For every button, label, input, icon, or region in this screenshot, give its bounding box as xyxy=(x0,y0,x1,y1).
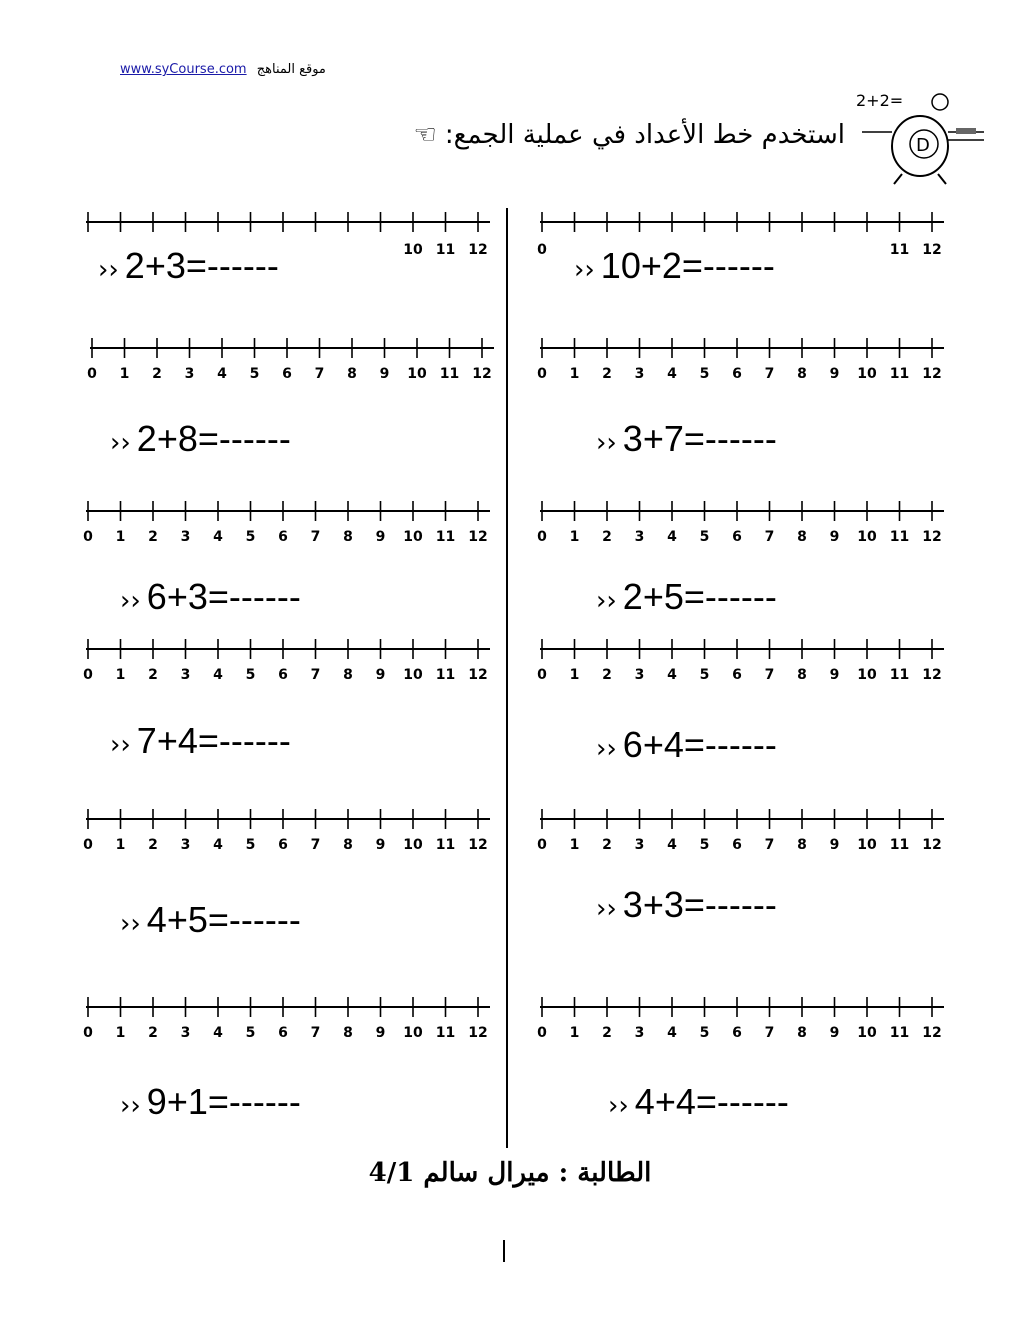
tick-label-9: 9 xyxy=(375,529,386,545)
tick-label-1: 1 xyxy=(115,529,126,545)
tick-label-2: 2 xyxy=(602,366,612,382)
tick-label-0: 0 xyxy=(537,366,547,382)
tick-label-8: 8 xyxy=(797,667,807,683)
tick-label-7: 7 xyxy=(764,529,775,545)
tick-label-12: 12 xyxy=(468,1025,488,1041)
tick-label-12: 12 xyxy=(468,667,488,683)
tick-label-5: 5 xyxy=(245,667,256,683)
tick-label-10: 10 xyxy=(857,1025,877,1041)
tick-label-4: 4 xyxy=(213,1025,223,1041)
tick-label-8: 8 xyxy=(343,667,353,683)
tick-label-3: 3 xyxy=(184,366,195,382)
tick-label-3: 3 xyxy=(180,1025,191,1041)
tick-label-3: 3 xyxy=(634,837,645,853)
tick-label-10: 10 xyxy=(403,667,423,683)
tick-label-2: 2 xyxy=(602,667,612,683)
exercise-left-1: ›› 2+3=------ xyxy=(98,245,279,286)
tick-label-9: 9 xyxy=(829,366,840,382)
number-line-left-3 xyxy=(83,497,506,545)
tick-label-9: 9 xyxy=(375,837,386,853)
instruction-text: استخدم خط الأعداد في عملية الجمع: xyxy=(444,120,845,150)
tick-label-10: 10 xyxy=(403,1025,423,1041)
tick-label-10: 10 xyxy=(407,366,427,382)
tick-label-3: 3 xyxy=(180,837,191,853)
tick-label-11: 11 xyxy=(889,1025,910,1041)
tick-label-7: 7 xyxy=(314,366,325,382)
exercise-left-3: ›› 6+3=------ xyxy=(120,576,301,617)
tick-label-11: 11 xyxy=(435,667,456,683)
number-line-left-4 xyxy=(83,635,506,683)
exercise-right-4: ›› 6+4=------ xyxy=(596,724,777,765)
tick-label-11: 11 xyxy=(435,242,456,258)
tick-label-4: 4 xyxy=(667,667,677,683)
tick-label-7: 7 xyxy=(310,1025,321,1041)
tick-label-2: 2 xyxy=(148,667,158,683)
tick-label-6: 6 xyxy=(732,667,742,683)
tick-label-7: 7 xyxy=(764,366,775,382)
number-line-left-2 xyxy=(87,334,510,382)
number-line-right-6 xyxy=(537,993,960,1041)
tick-label-1: 1 xyxy=(569,366,580,382)
tick-label-7: 7 xyxy=(764,837,775,853)
tick-label-11: 11 xyxy=(435,529,456,545)
tick-label-2: 2 xyxy=(148,529,158,545)
tick-label-2: 2 xyxy=(148,837,158,853)
tick-label-12: 12 xyxy=(922,529,942,545)
tick-label-12: 12 xyxy=(468,837,488,853)
tick-label-3: 3 xyxy=(634,1025,645,1041)
number-line-right-5 xyxy=(537,805,960,853)
tick-label-4: 4 xyxy=(667,1025,677,1041)
tick-label-5: 5 xyxy=(699,366,710,382)
tick-label-6: 6 xyxy=(732,837,742,853)
number-line-right-6-svg xyxy=(537,993,960,1041)
tick-label-8: 8 xyxy=(797,1025,807,1041)
tick-label-11: 11 xyxy=(435,837,456,853)
tick-label-0: 0 xyxy=(537,529,547,545)
tick-label-1: 1 xyxy=(569,667,580,683)
tick-label-6: 6 xyxy=(282,366,292,382)
number-line-right-3 xyxy=(537,497,960,545)
exercise-left-5: ›› 4+5=------ xyxy=(120,899,301,940)
tick-label-1: 1 xyxy=(115,1025,126,1041)
number-line-left-3-svg xyxy=(83,497,506,545)
tick-label-2: 2 xyxy=(602,837,612,853)
number-line-left-5-svg xyxy=(83,805,506,853)
tick-label-8: 8 xyxy=(797,366,807,382)
tick-label-11: 11 xyxy=(889,529,910,545)
tick-label-6: 6 xyxy=(278,837,288,853)
number-line-left-6 xyxy=(83,993,506,1041)
tick-label-3: 3 xyxy=(634,667,645,683)
tick-label-5: 5 xyxy=(245,1025,256,1041)
tick-label-5: 5 xyxy=(245,529,256,545)
tick-label-0: 0 xyxy=(537,242,547,258)
tick-label-6: 6 xyxy=(732,1025,742,1041)
tick-label-2: 2 xyxy=(602,1025,612,1041)
site-header xyxy=(120,62,326,77)
tick-label-0: 0 xyxy=(537,837,547,853)
tick-label-5: 5 xyxy=(245,837,256,853)
tick-label-5: 5 xyxy=(699,667,710,683)
tick-label-11: 11 xyxy=(889,366,910,382)
tick-label-10: 10 xyxy=(403,529,423,545)
logo-text: 2+2= xyxy=(856,91,904,110)
tick-label-4: 4 xyxy=(213,667,223,683)
tick-label-7: 7 xyxy=(310,667,321,683)
tick-label-10: 10 xyxy=(857,366,877,382)
exercise-right-1: ›› 10+2=------ xyxy=(574,245,775,286)
tick-label-0: 0 xyxy=(83,529,93,545)
tick-label-11: 11 xyxy=(889,242,910,258)
tick-label-2: 2 xyxy=(148,1025,158,1041)
tick-label-9: 9 xyxy=(829,529,840,545)
tick-label-8: 8 xyxy=(797,837,807,853)
tick-label-5: 5 xyxy=(699,1025,710,1041)
tick-label-4: 4 xyxy=(667,837,677,853)
tick-label-4: 4 xyxy=(217,366,227,382)
tick-label-12: 12 xyxy=(922,837,942,853)
tick-label-1: 1 xyxy=(115,837,126,853)
number-line-right-4-svg xyxy=(537,635,960,683)
tick-label-8: 8 xyxy=(343,529,353,545)
tick-label-0: 0 xyxy=(537,1025,547,1041)
svg-text:D: D xyxy=(916,135,930,156)
tick-label-5: 5 xyxy=(699,837,710,853)
site-label: موقع المناهج xyxy=(256,62,326,77)
tick-label-8: 8 xyxy=(343,837,353,853)
tick-label-6: 6 xyxy=(278,667,288,683)
tick-label-5: 5 xyxy=(699,529,710,545)
exercise-right-5: ›› 3+3=------ xyxy=(596,884,777,925)
tick-label-8: 8 xyxy=(343,1025,353,1041)
tick-label-1: 1 xyxy=(569,1025,580,1041)
tick-label-11: 11 xyxy=(889,667,910,683)
tick-label-6: 6 xyxy=(732,529,742,545)
tick-label-12: 12 xyxy=(922,242,942,258)
tick-label-11: 11 xyxy=(439,366,460,382)
tick-label-10: 10 xyxy=(403,242,423,258)
tick-label-10: 10 xyxy=(403,837,423,853)
number-line-right-5-svg xyxy=(537,805,960,853)
tick-label-6: 6 xyxy=(732,366,742,382)
number-line-left-6-svg xyxy=(83,993,506,1041)
number-line-left-4-svg xyxy=(83,635,506,683)
tick-label-1: 1 xyxy=(119,366,130,382)
turtle-logo-icon xyxy=(852,88,987,188)
tick-label-4: 4 xyxy=(213,529,223,545)
number-line-left-5 xyxy=(83,805,506,853)
tick-label-10: 10 xyxy=(857,837,877,853)
tick-label-3: 3 xyxy=(180,529,191,545)
tick-label-0: 0 xyxy=(537,667,547,683)
exercise-left-2: ›› 2+8=------ xyxy=(110,418,291,459)
tick-label-0: 0 xyxy=(83,837,93,853)
tick-label-7: 7 xyxy=(764,1025,775,1041)
tick-label-8: 8 xyxy=(347,366,357,382)
number-line-right-4 xyxy=(537,635,960,683)
tick-label-3: 3 xyxy=(634,366,645,382)
tick-label-12: 12 xyxy=(472,366,492,382)
tick-label-6: 6 xyxy=(278,1025,288,1041)
tick-label-0: 0 xyxy=(83,1025,93,1041)
student-name: الطالبة : ميرال سالم 4/1 xyxy=(368,1158,652,1188)
tick-label-12: 12 xyxy=(922,1025,942,1041)
tick-label-6: 6 xyxy=(278,529,288,545)
tick-label-12: 12 xyxy=(922,667,942,683)
tick-label-9: 9 xyxy=(829,1025,840,1041)
footer-mark xyxy=(503,1240,505,1262)
tick-label-4: 4 xyxy=(667,366,677,382)
tick-label-8: 8 xyxy=(797,529,807,545)
site-link[interactable]: www.syCourse.com xyxy=(120,62,247,77)
tick-label-5: 5 xyxy=(249,366,260,382)
tick-label-10: 10 xyxy=(857,667,877,683)
tick-label-2: 2 xyxy=(602,529,612,545)
number-line-left-2-svg xyxy=(87,334,510,382)
exercise-right-2: ›› 3+7=------ xyxy=(596,418,777,459)
tick-label-3: 3 xyxy=(180,667,191,683)
exercise-left-4: ›› 7+4=------ xyxy=(110,720,291,761)
tick-label-3: 3 xyxy=(634,529,645,545)
tick-label-11: 11 xyxy=(889,837,910,853)
tick-label-4: 4 xyxy=(667,529,677,545)
tick-label-1: 1 xyxy=(569,837,580,853)
tick-label-9: 9 xyxy=(829,667,840,683)
tick-label-9: 9 xyxy=(375,1025,386,1041)
tick-label-4: 4 xyxy=(213,837,223,853)
exercise-left-6: ›› 9+1=------ xyxy=(120,1081,301,1122)
tick-label-7: 7 xyxy=(764,667,775,683)
pointing-hand-icon: ☜ xyxy=(413,120,437,150)
exercise-right-6: ›› 4+4=------ xyxy=(608,1081,789,1122)
number-line-right-2-svg xyxy=(537,334,960,382)
tick-label-12: 12 xyxy=(468,529,488,545)
tick-label-12: 12 xyxy=(922,366,942,382)
tick-label-1: 1 xyxy=(115,667,126,683)
exercise-right-3: ›› 2+5=------ xyxy=(596,576,777,617)
instruction-title xyxy=(415,120,845,150)
tick-label-11: 11 xyxy=(435,1025,456,1041)
number-line-right-3-svg xyxy=(537,497,960,545)
tick-label-2: 2 xyxy=(152,366,162,382)
tick-label-0: 0 xyxy=(87,366,97,382)
tick-label-9: 9 xyxy=(375,667,386,683)
tick-label-10: 10 xyxy=(857,529,877,545)
tick-label-1: 1 xyxy=(569,529,580,545)
tick-label-12: 12 xyxy=(468,242,488,258)
tick-label-0: 0 xyxy=(83,667,93,683)
number-line-right-2 xyxy=(537,334,960,382)
tick-label-9: 9 xyxy=(829,837,840,853)
tick-label-7: 7 xyxy=(310,837,321,853)
tick-label-7: 7 xyxy=(310,529,321,545)
tick-label-9: 9 xyxy=(379,366,390,382)
